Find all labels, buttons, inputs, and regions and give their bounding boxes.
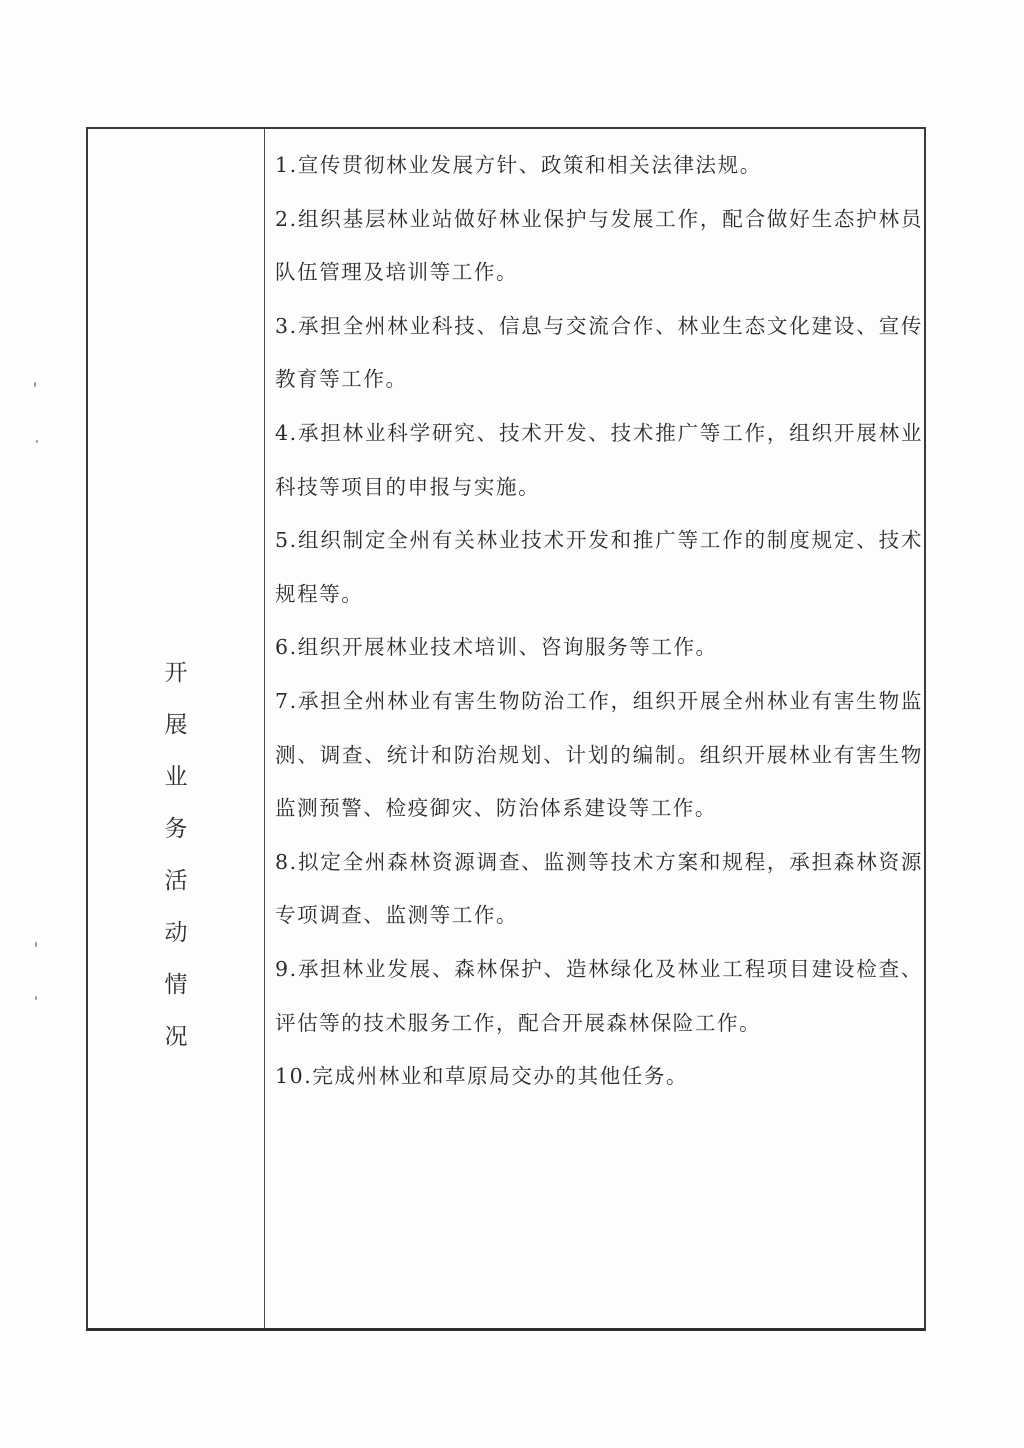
row-label-char: 动 xyxy=(164,920,188,946)
row-label-char: 情 xyxy=(164,972,188,998)
row-label-char: 展 xyxy=(164,712,188,738)
activity-item: 6.组织开展林业技术培训、咨询服务等工作。 xyxy=(275,635,718,660)
row-label-cell xyxy=(88,129,264,1328)
activity-item: 3.承担全州林业科技、信息与交流合作、林业生态文化建设、宣传教育等工作。 xyxy=(275,313,923,392)
activity-item: 9.承担林业发展、森林保护、造林绿化及林业工程项目建设检查、评估等的技术服务工作，配合开展森林保险工作。 xyxy=(275,956,923,1035)
activities-content-cell xyxy=(275,139,923,1104)
row-label-char: 业 xyxy=(164,764,188,790)
activity-item: 4.承担林业科学研究、技术开发、技术推广等工作，组织开展林业科技等项目的申报与实施。 xyxy=(275,420,923,499)
business-activities-table xyxy=(86,127,926,1331)
row-label-char: 况 xyxy=(164,1024,188,1050)
activity-item: 2.组织基层林业站做好林业保护与发展工作，配合做好生态护林员队伍管理及培训等工作。 xyxy=(275,206,923,285)
column-divider xyxy=(264,129,265,1328)
scan-speck xyxy=(34,382,36,387)
scan-speck xyxy=(35,942,37,947)
activity-item: 10.完成州林业和草原局交办的其他任务。 xyxy=(275,1064,689,1089)
activity-item: 8.拟定全州森林资源调查、监测等技术方案和规程，承担森林资源专项调查、监测等工作。 xyxy=(275,849,923,928)
activity-item: 5.组织制定全州有关林业技术开发和推广等工作的制度规定、技术规程等。 xyxy=(275,528,923,606)
activity-item: 7.承担全州林业有害生物防治工作，组织开展全州林业有害生物监测、调查、统计和防治规划、计划的编制。组织开展林业有害生物监测预警、检疫御灾、防治体系建设等工作。 xyxy=(275,688,923,821)
activity-item: 1.宣传贯彻林业发展方针、政策和相关法律法规。 xyxy=(275,153,762,177)
row-label xyxy=(88,647,264,1063)
row-label-char: 活 xyxy=(164,868,188,894)
row-label-char: 务 xyxy=(164,816,188,842)
scan-speck xyxy=(35,996,37,1000)
scan-speck xyxy=(36,440,38,443)
row-label-char: 开 xyxy=(164,660,188,686)
